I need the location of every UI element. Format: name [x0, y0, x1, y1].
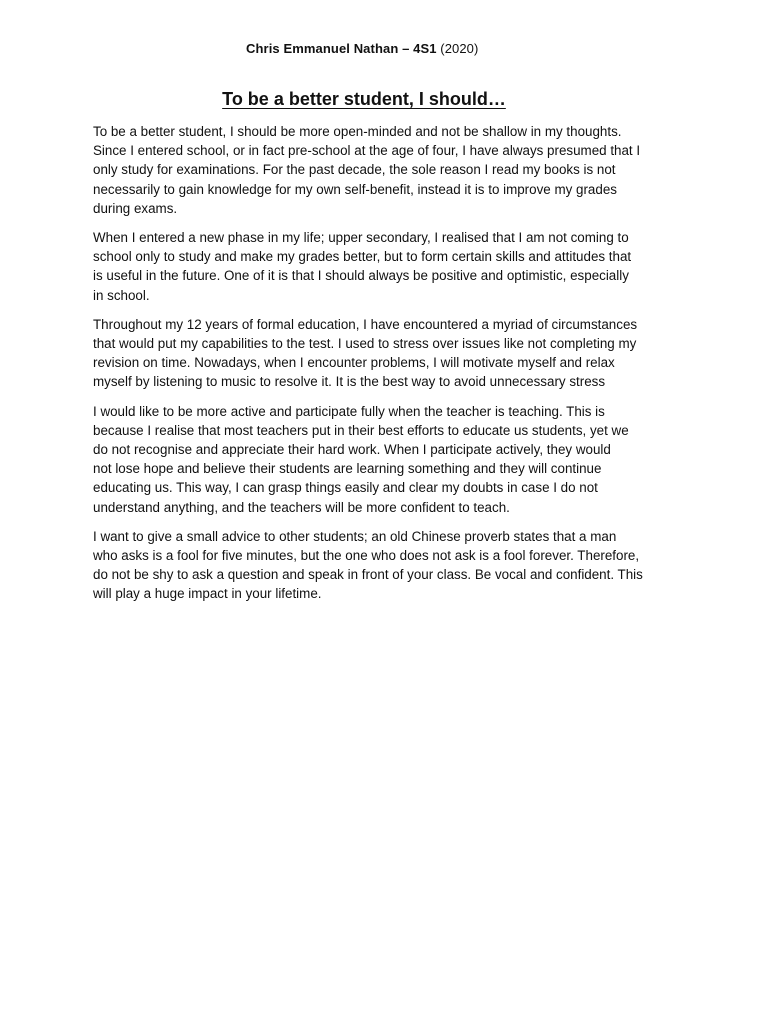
essay-body — [93, 122, 683, 614]
paragraph-3: Throughout my 12 years of formal education, I have encountered a myriad of circumstances that would put my capabilities to the test. I used to stress over issues like not completing my revision on time. Nowadays, when I encounter problems, I will motivate myself and relax myself by listening to music to resolve it. It is the best way to avoid unnecessary stress — [93, 316, 638, 390]
author-name: Chris Emmanuel Nathan – 4S1 — [246, 41, 437, 56]
paragraph-1: To be a better student, I should be more open-minded and not be shallow in my thoughts. Since I entered school, or in fact pre-school at the age of four, I have always presumed that I only study for examinations. For the past decade, the sole reason I read my books is not necessarily to gain knowledge for my own self-benefit, instead it is to improve my grades during exams. — [93, 124, 641, 216]
paragraph-4: I would like to be more active and participate fully when the teacher is teaching. This is because I realise that most teachers put in their best efforts to educate us students, yet we do not recognise and appreciate their hard work. When I participate actively, they would not lose hope and believe their students are learning something and they will continue educating us. This way, I can grasp things easily and clear my doubts in case I do not understand anything, and the teachers will be more confident to teach. — [93, 403, 629, 515]
page-title: To be a better student, I should… — [222, 89, 506, 109]
paragraph-2: When I entered a new phase in my life; upper secondary, I realised that I am not coming to school only to study and make my grades better, but to form certain skills and attitudes that is useful in the future. One of it is that I should always be positive and optimistic, especially in school. — [93, 230, 632, 303]
author-year: (2020) — [440, 41, 479, 56]
author-line — [246, 41, 478, 56]
paragraph-5: I want to give a small advice to other students; an old Chinese proverb states that a man who asks is a fool for five minutes, but the one who does not ask is a fool forever. Therefore, do not be shy to ask a question and speak in front of your class. Be vocal and confident. This will play a huge impact in your lifetime. — [93, 528, 643, 602]
